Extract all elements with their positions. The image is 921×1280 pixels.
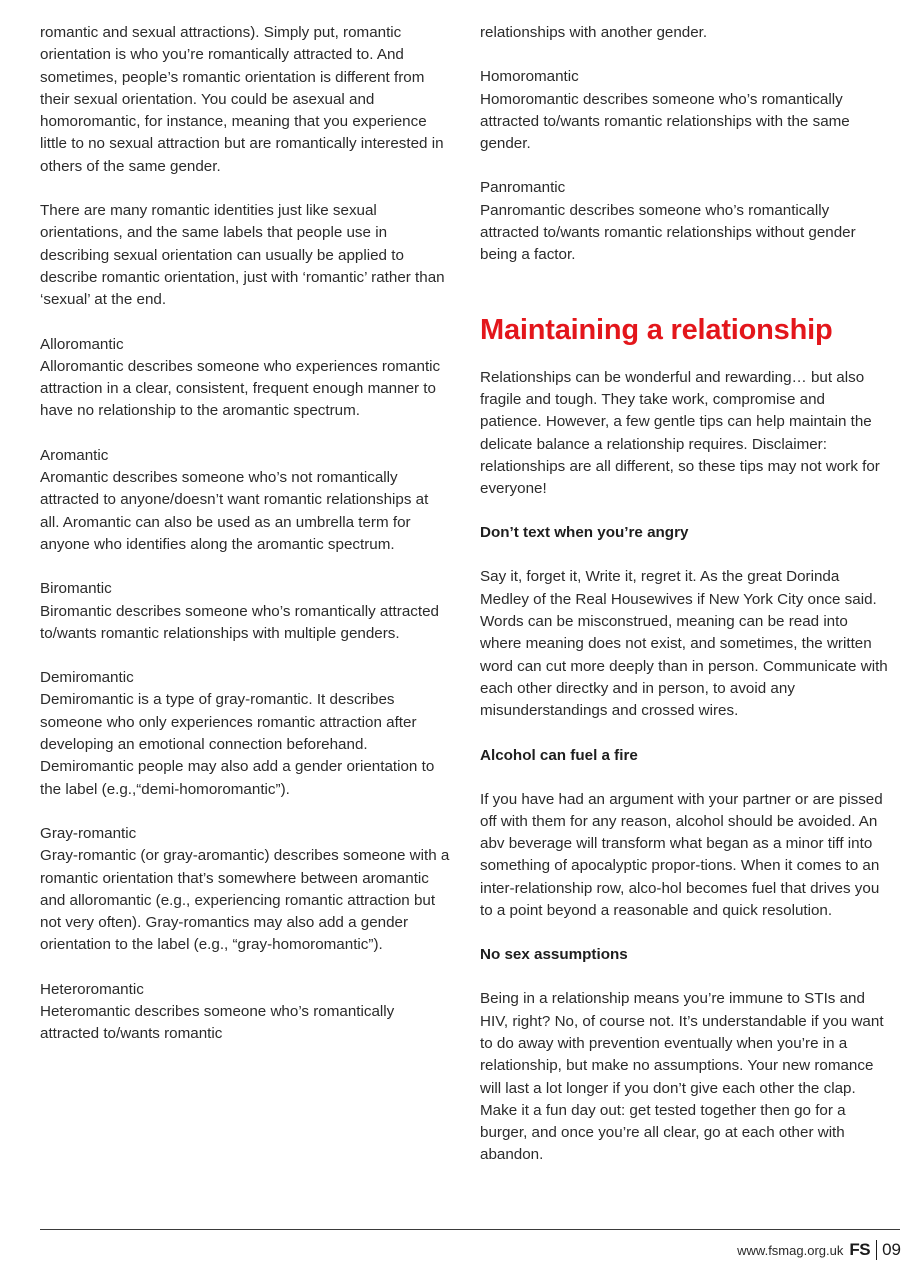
term-title: Gray-romantic <box>40 824 137 842</box>
term-title: Panromantic <box>480 179 566 197</box>
term-entry-heteroromantic <box>40 979 450 1046</box>
continued-text: relationships with another gender. <box>480 24 708 41</box>
term-definition: Heteromantic describes someone who’s romantically attracted to/wants romantic <box>40 1002 395 1043</box>
tip-heading-no-sex-assumptions: No sex assumptions <box>480 946 628 964</box>
page-number: 09 <box>882 1240 901 1259</box>
right-column <box>480 22 890 1167</box>
tip-heading-alcohol: Alcohol can fuel a fire <box>480 746 638 764</box>
term-definition: Alloromantic describes someone who experiences romantic attraction in a clear, consistent, frequent enough manner to have no relationship to the aromantic spectrum. <box>40 357 441 420</box>
term-title: Heteroromantic <box>40 980 144 998</box>
term-title: Homoromantic <box>480 68 579 86</box>
term-definition: Biromantic describes someone who’s romantically attracted to/wants romantic relationships with multiple genders. <box>40 602 439 642</box>
tip-heading-text-angry: Don’t text when you’re angry <box>480 524 689 542</box>
term-definition: Homoromantic describes someone who’s romantically attracted to/wants romantic relationships with the same gender. <box>480 90 850 153</box>
term-title: Demiromantic <box>40 669 134 687</box>
term-definition: Demiromantic is a type of gray-romantic. It describes someone who only experiences romantic attraction after developing an emotional connection beforehand. Demiromantic people may also add a gender orientation to the label (e.g.,“demi-homoromantic”). <box>40 691 435 798</box>
term-definition: Gray-romantic (or gray-aromantic) describes someone with a romantic orientation that’s somewhere between aromantic and alloromantic (e.g., experiencing romantic attraction but not very often). Gray-romantics may also add a gender orientation to the label (e.g., “gray-homoromantic”). <box>40 847 450 954</box>
term-entry-panromantic <box>480 177 890 266</box>
term-entry-homoromantic <box>480 66 890 155</box>
term-definition: Panromantic describes someone who’s romantically attracted to/wants romantic relationships without gender being a factor. <box>480 201 856 264</box>
page-footer <box>737 1240 901 1260</box>
term-entry-aromantic <box>40 445 450 556</box>
footer-url: www.fsmag.org.uk <box>737 1242 844 1258</box>
fs-logo: FS <box>849 1240 877 1260</box>
term-entry-alloromantic <box>40 334 450 423</box>
term-title: Aromantic <box>40 446 109 464</box>
tip-body-alcohol: If you have had an argument with your partner or are pissed off with them for any reason, alcohol should be avoided. An abv beverage will transform what began as a minor tiff into something of apocalyptic propor-tions. When it comes to an inter-relationship row, alco-hol becomes fuel that drives you to a point beyond a reasonable and quick resolution. <box>480 790 883 920</box>
footer-divider <box>40 1229 900 1230</box>
tip-body-no-sex-assumptions: Being in a relationship means you’re immune to STIs and HIV, right? No, of course not. It’s understandable if you want to do away with prevention eventually when you’re in a relationship, but make no assumptions. Your new romance will last a lot longer if you don’t give each other the clap. Make it a fun day out: get tested together then go for a burger, and once you’re all clear, go at each other with abandon. <box>480 990 884 1164</box>
term-entry-demiromantic <box>40 667 450 801</box>
intro-paragraph-1: romantic and sexual attractions). Simply put, romantic orientation is who you’re romantically attracted to. And sometimes, people’s romantic orientation is different from their sexual orientation. You could be asexual and homoromantic, for instance, meaning that you experience little to no sexual attraction but are romantically interested in others of the same gender. <box>40 24 444 175</box>
term-entry-biromantic <box>40 578 450 645</box>
term-title: Biromantic <box>40 580 112 598</box>
section-intro: Relationships can be wonderful and rewarding… but also fragile and tough. They take work, compromise and patience. However, a few gentle tips can help maintain the delicate balance a relationship requires. Disclaimer: relationships are all different, so these tips may not work for everyone! <box>480 368 880 498</box>
intro-paragraph-2: There are many romantic identities just like sexual orientations, and the same labels that people use in describing sexual orientation can usually be applied to describe romantic orientation, just with ‘romantic’ rather than ‘sexual’ at the end. <box>40 202 445 309</box>
section-heading: Maintaining a relationship <box>480 313 833 346</box>
left-column <box>40 22 450 1046</box>
term-entry-gray-romantic <box>40 823 450 957</box>
tip-body-text-angry: Say it, forget it, Write it, regret it. As the great Dorinda Medley of the Real Housewives if New York City once said. Words can be misconstrued, meaning can be read into where meaning does not exist, and sometimes, the written word can cut more deeply than in person. Communicate with each other directky and in person, to avoid any misunderstandings and crossed wires. <box>480 568 888 720</box>
term-title: Alloromantic <box>40 335 124 353</box>
term-definition: Aromantic describes someone who’s not romantically attracted to anyone/doesn’t want romantic relationships at all. Aromantic can also be used as an umbrella term for anyone who identifies along the aromantic spectrum. <box>40 469 429 553</box>
